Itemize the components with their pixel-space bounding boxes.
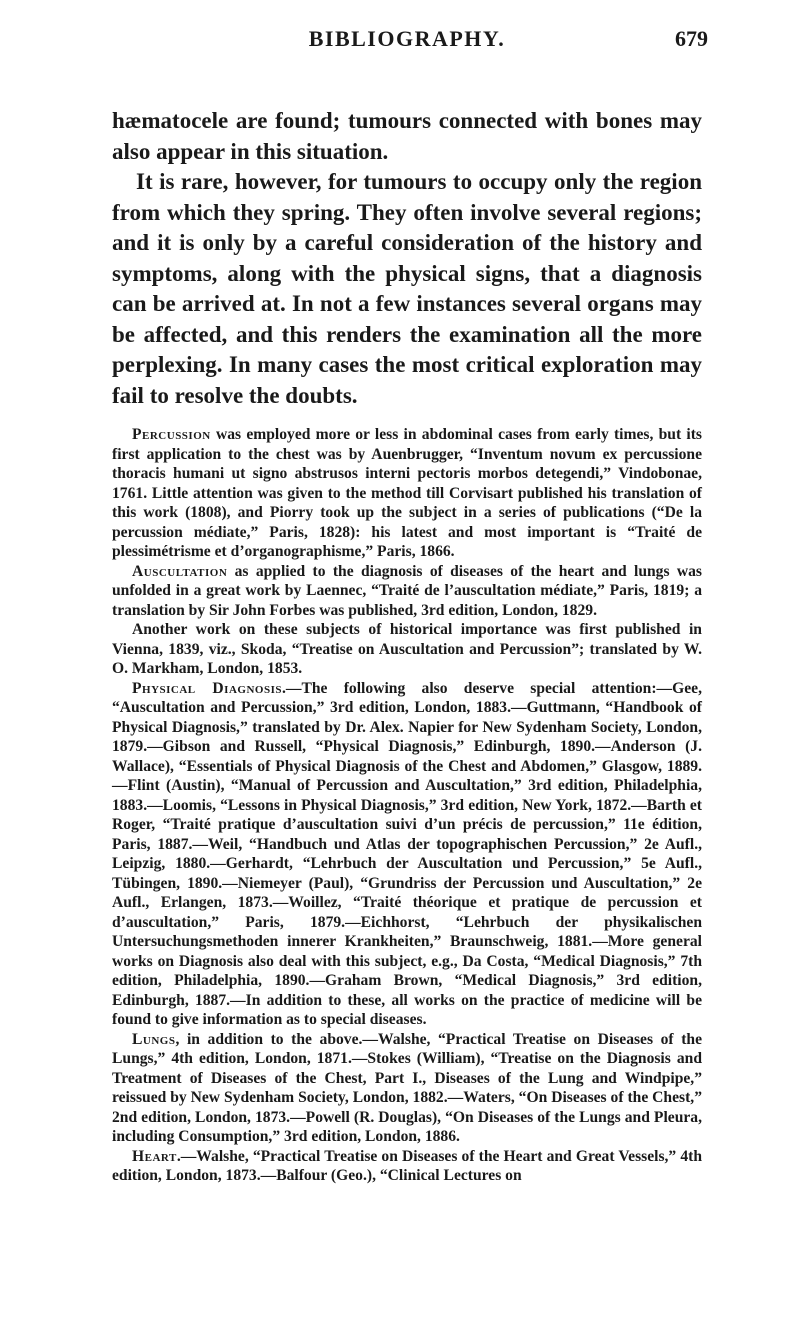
text-auscultation: as applied to the diagnosis of diseases of the heart and lungs was unfolded in a great work by Laennec, “Traité de l’auscultation médiate,” Paris, 1819; a translation by Sir John Forbes was published, 3rd edition, London, 1829.	[112, 562, 702, 619]
heading-physical-diagnosis: Physical Diagnosis	[132, 679, 282, 697]
paragraph-2: It is rare, however, for tumours to occupy only the region from which they spring. They often involve several regions; and it is only by a careful consideration of the history and symptoms, along with the physical signs, that a diagnosis can be arrived at. In not a few instances several organs may be affected, and this renders the examination all the more perplexing. In many cases the most critical exploration may fail to resolve the doubts.	[112, 169, 702, 408]
bib-percussion	[112, 425, 702, 562]
heading-auscultation: Auscultation	[132, 562, 228, 580]
bibliography-section	[112, 425, 702, 1186]
bib-physical-diagnosis	[112, 679, 702, 1030]
bib-heart	[112, 1147, 702, 1186]
page-header	[112, 26, 708, 66]
text-heart: .—Walshe, “Practical Treatise on Diseases of the Heart and Great Vessels,” 4th edition, London, 1873.—Balfour (Geo.), “Clinical Lectures on	[112, 1147, 702, 1184]
heading-percussion: Percussion	[132, 426, 211, 443]
text-percussion: was employed more or less in abdominal cases from early times, but its first application to the chest was by Auenbrugger, “Inventum novum ex percussione thoracis humani ut signo abstrusos interni pectoris morbos detegendi,” Vindobonae, 1761. Little attention was given to the method till Corvisart published his translation of this work (1808), and Piorry took up the subject in a series of publications (“De la percussion médiate,” Paris, 1828): his latest and most important is “Traité de plessimétrisme et d’organographisme,” Paris, 1866.	[112, 426, 702, 560]
book-page	[112, 0, 708, 1186]
bib-auscultation	[112, 562, 702, 621]
bib-another-work: Another work on these subjects of historical importance was first published in Vienna, 1839, viz., Skoda, “Treatise on Auscultation and Percussion”; translated by W. O. Markham, London, 1853.	[112, 621, 702, 677]
text-lungs: , in addition to the above.—Walshe, “Practical Treatise on Diseases of the Lungs,” 4th edition, London, 1871.—Stokes (William), “Treatise on the Diagnosis and Treatment of Diseases of the Chest, Part I., Diseases of the Lung and Windpipe,” reissued by New Sydenham Society, London, 1882.—Waters, “On Diseases of the Chest,” 2nd edition, London, 1873.—Powell (R. Douglas), “On Diseases of the Lungs and Pleura, including Consumption,” 3rd edition, London, 1886.	[112, 1030, 702, 1145]
paragraph-1: hæmatocele are found; tumours connected with bones may also appear in this situation.	[112, 108, 702, 164]
heading-heart: Heart	[132, 1147, 177, 1165]
main-text	[112, 106, 702, 411]
running-title: BIBLIOGRAPHY.	[308, 26, 506, 51]
text-physical-diagnosis: .—The following also deserve special attention:—Gee, “Auscultation and Percussion,” 3rd edition, London, 1883.—Guttmann, “Handbook of Physical Diagnosis,” translated by Dr. Alex. Napier for New Sydenham Society, London, 1879.—Gibson and Russell, “Physical Diagnosis,” Edinburgh, 1890.—Anderson (J. Wallace), “Essentials of Physical Diagnosis of the Chest and Abdomen,” Glasgow, 1889.—Flint (Austin), “Manual of Percussion and Auscultation,” 3rd edition, Philadelphia, 1883.—Loomis, “Lessons in Physical Diagnosis,” 3rd edition, New York, 1872.—Barth et Roger, “Traité pratique d’auscultation suivi d’un précis de percussion,” 11e édition, Paris, 1887.—Weil, “Handbuch und Atlas der topographischen Percussion,” 2e Aufl., Leipzig, 1880.—Gerhardt, “Lehrbuch der Auscultation und Percussion,” 5e Aufl., Tübingen, 1890.—Niemeyer (Paul), “Grundriss der Percussion und Auscultation,” 2e Aufl., Erlangen, 1873.—Woillez, “Traité théorique et pratique de percussion et d’auscultation,” Paris, 1879.—Eichhorst, “Lehrbuch der physikalischen Untersuchungsmethoden innerer Krankheiten,” Braunschweig, 1881.—More general works on Diagnosis also deal with this subject, e.g., Da Costa, “Medical Diagnosis,” 7th edition, Philadelphia, 1890.—Graham Brown, “Medical Diagnosis,” 3rd edition, Edinburgh, 1887.—In addition to these, all works on the practice of medicine will be found to give information as to special diseases.	[112, 679, 703, 1028]
bib-lungs	[112, 1030, 702, 1147]
heading-lungs: Lungs	[132, 1030, 176, 1048]
page-number: 679	[675, 26, 708, 51]
